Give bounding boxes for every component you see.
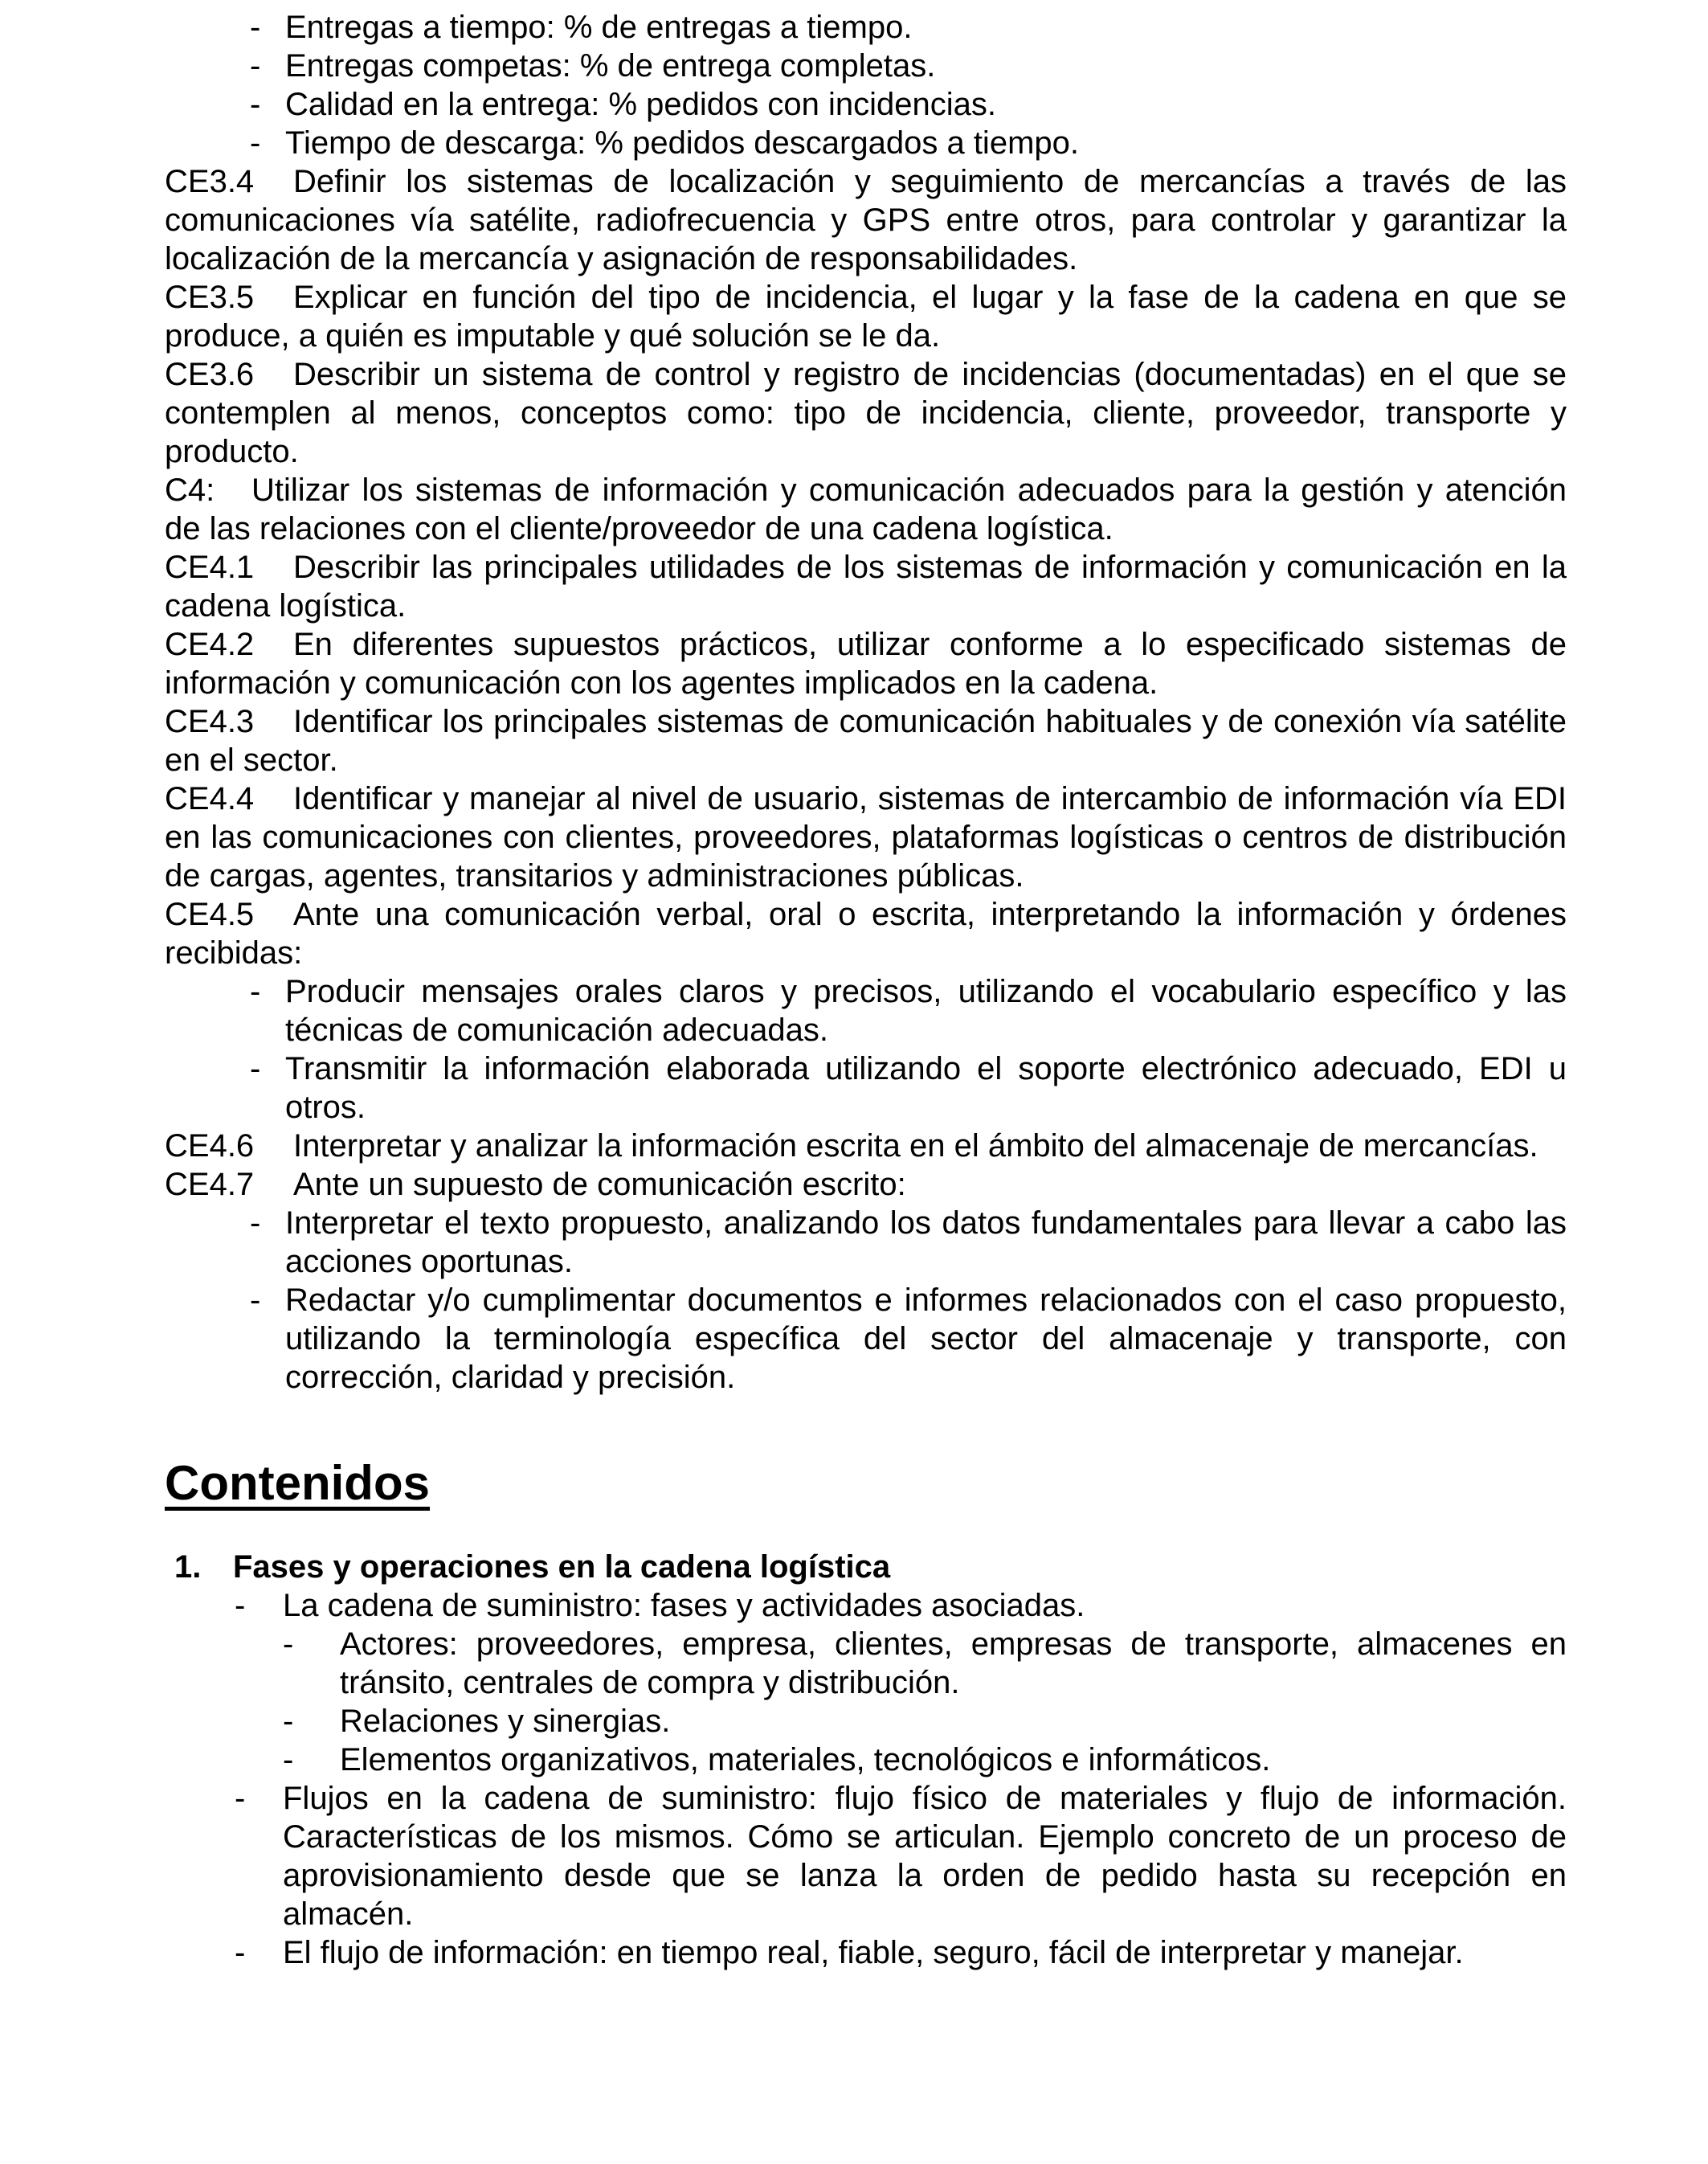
ce-item-text: Interpretar y analizar la información escrita en el ámbito del almacenaje de mercancías. — [293, 1128, 1538, 1164]
bullet-dash: - — [250, 1205, 261, 1241]
bullet-dash: - — [250, 48, 261, 84]
ce-item — [165, 278, 1567, 355]
bullet-dash: - — [250, 10, 261, 45]
list-item-text: La cadena de suministro: fases y actividades asociadas. — [283, 1588, 1085, 1623]
ce-item-text: Describir un sistema de control y registro de incidencias (documentadas) en el que se contemplen al menos, conceptos como: tipo de incidencia, cliente, proveedor, transporte y producto. — [165, 357, 1567, 469]
list-item — [250, 124, 1567, 162]
ce-item — [165, 625, 1567, 702]
ce-item — [165, 355, 1567, 471]
list-item-text: Entregas competas: % de entrega completas. — [285, 48, 936, 84]
ce-item-label: CE4.6 — [165, 1128, 255, 1164]
ce-item-text: En diferentes supuestos prácticos, utilizar conforme a lo especificado sistemas de información y comunicación con los agentes implicados en la cadena. — [165, 627, 1567, 701]
bullet-dash: - — [235, 1781, 246, 1816]
list-item-text: Entregas a tiempo: % de entregas a tiempo. — [285, 10, 913, 45]
ce-item-label: CE3.4 — [165, 164, 255, 199]
sub-list-item-text: Relaciones y sinergias. — [340, 1704, 671, 1739]
sub-list-item — [283, 1625, 1567, 1702]
list-item — [250, 1204, 1567, 1281]
bullet-dash: - — [235, 1935, 246, 1970]
list-item-text: Calidad en la entrega: % pedidos con incidencias. — [285, 87, 997, 122]
sub-list-item-text: Actores: proveedores, empresa, clientes, empresas de transporte, almacenes en tránsito, centrales de compra y distribución. — [340, 1626, 1567, 1700]
c4-label: C4: — [165, 472, 215, 508]
ce-item-label: CE4.4 — [165, 781, 255, 816]
ce-item — [165, 1165, 1567, 1204]
ce-item — [165, 702, 1567, 779]
c4-paragraph — [165, 471, 1567, 548]
bullet-dash: - — [283, 1742, 294, 1777]
sub-list-item — [283, 1741, 1567, 1779]
bullet-dash: - — [235, 1588, 246, 1623]
list-item-text: El flujo de información: en tiempo real, fiable, seguro, fácil de interpretar y manejar. — [283, 1935, 1464, 1970]
ce-item-label: CE4.2 — [165, 627, 255, 662]
ce-item-text: Describir las principales utilidades de los sistemas de información y comunicación en la cadena logística. — [165, 550, 1567, 624]
list-item — [250, 85, 1567, 124]
list-item-text: Producir mensajes orales claros y precisos, utilizando el vocabulario específico y las técnicas de comunicación adecuadas. — [285, 974, 1567, 1048]
list-item — [250, 1049, 1567, 1127]
ce-item — [165, 779, 1567, 895]
contents-heading-text: Contenidos — [165, 1456, 430, 1510]
section-title-row — [174, 1548, 1567, 1586]
list-item — [235, 1779, 1567, 1933]
list-item-text: Transmitir la información elaborada utilizando el soporte electrónico adecuado, EDI u otros. — [285, 1051, 1567, 1125]
ce-item — [165, 162, 1567, 278]
ce-item-label: CE4.1 — [165, 550, 255, 585]
bullet-dash: - — [283, 1704, 294, 1739]
list-item-text: Interpretar el texto propuesto, analizando los datos fundamentales para llevar a cabo las acciones oportunas. — [285, 1205, 1567, 1279]
list-item-text: Tiempo de descarga: % pedidos descargados a tiempo. — [285, 125, 1079, 161]
ce-item-text: Ante un supuesto de comunicación escrito: — [293, 1167, 906, 1202]
list-item — [235, 1586, 1567, 1625]
list-item — [235, 1933, 1567, 1972]
bullet-dash: - — [283, 1626, 294, 1662]
sub-list-item-text: Elementos organizativos, materiales, tecnológicos e informáticos. — [340, 1742, 1271, 1777]
ce-item-text: Explicar en función del tipo de incidencia, el lugar y la fase de la cadena en que se produce, a quién es imputable y qué solución se le da. — [165, 280, 1567, 354]
ce-item-text: Identificar los principales sistemas de comunicación habituales y de conexión vía satélite en el sector. — [165, 704, 1567, 778]
ce-item — [165, 1127, 1567, 1165]
kpi-bullet-list — [165, 8, 1567, 162]
ce-item-text: Definir los sistemas de localización y seguimiento de mercancías a través de las comunicaciones vía satélite, radiofrecuencia y GPS entre otros, para controlar y garantizar la localización de la mercancía y asignación de responsabilidades. — [165, 164, 1567, 276]
list-item — [250, 47, 1567, 85]
ce-item-label: CE4.3 — [165, 704, 255, 739]
c4-text: Utilizar los sistemas de información y comunicación adecuados para la gestión y atención de las relaciones con el cliente/proveedor de una cadena logística. — [165, 472, 1567, 546]
sub-list-item — [283, 1702, 1567, 1741]
ce-item-label: CE3.5 — [165, 280, 255, 315]
list-item-text: Redactar y/o cumplimentar documentos e informes relacionados con el caso propuesto, utilizando la terminología específica del sector del almacenaje y transporte, con corrección, claridad y precisión. — [285, 1282, 1567, 1395]
list-item — [250, 972, 1567, 1049]
bullet-dash: - — [250, 87, 261, 122]
list-item — [250, 1281, 1567, 1397]
bullet-dash: - — [250, 125, 261, 161]
ce-item-label: CE4.5 — [165, 897, 255, 932]
bullet-dash: - — [250, 974, 261, 1009]
section-title: Fases y operaciones en la cadena logística — [233, 1549, 891, 1585]
ce-item — [165, 895, 1567, 972]
list-item-text: Flujos en la cadena de suministro: flujo físico de materiales y flujo de información. Características de los mismos. Cómo se articulan. Ejemplo concreto de un proceso de aprovisionamiento desde que se lanza la orden de pedido hasta su recepción en almacén. — [283, 1781, 1567, 1932]
ce-item — [165, 548, 1567, 625]
ce-item-text: Identificar y manejar al nivel de usuario, sistemas de intercambio de información vía EDI en las comunicaciones con clientes, proveedores, plataformas logísticas o centros de distribución de cargas, agentes, transitarios y administraciones públicas. — [165, 781, 1567, 894]
contents-heading — [165, 1456, 1567, 1511]
bullet-dash: - — [250, 1051, 261, 1086]
list-item — [250, 8, 1567, 47]
ce-item-text: Ante una comunicación verbal, oral o escrita, interpretando la información y órdenes recibidas: — [165, 897, 1567, 971]
ce-item-label: CE3.6 — [165, 357, 255, 392]
ce-item-label: CE4.7 — [165, 1167, 255, 1202]
bullet-dash: - — [250, 1282, 261, 1318]
section-number: 1. — [174, 1549, 202, 1585]
